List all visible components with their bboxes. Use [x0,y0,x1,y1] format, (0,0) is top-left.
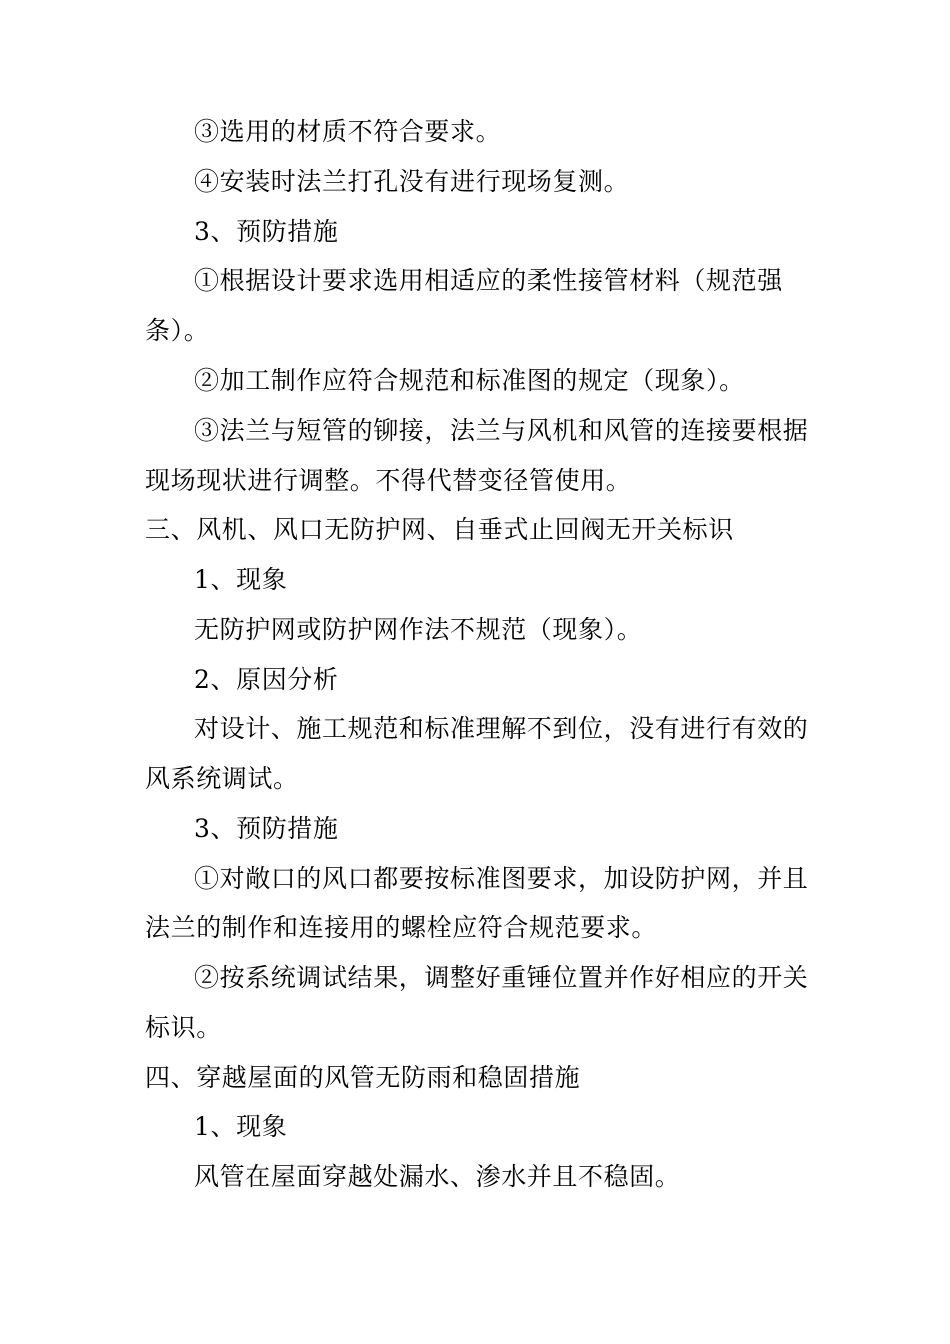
section-heading: 3、预防措施 [194,814,339,843]
text-line: 条）。 [145,316,210,345]
text-line: 法兰的制作和连接用的螺栓应符合规范要求。 [145,913,658,942]
text-line: 现场现状进行调整。不得代替变径管使用。 [145,466,632,495]
text-line: ③法兰与短管的铆接，法兰与风机和风管的连接要根据 [194,416,809,445]
text-line: 无防护网或防护网作法不规范（现象）。 [194,615,643,644]
section-heading: 2、原因分析 [194,665,339,694]
text-line: ③选用的材质不符合要求。 [194,117,502,146]
text-line: 标识。 [145,1013,222,1042]
chapter-heading: 三、风机、风口无防护网、自垂式止回阀无开关标识 [145,515,734,544]
section-heading: 1、现象 [194,565,288,594]
text-line: ①对敞口的风口都要按标准图要求，加设防护网，并且 [194,864,809,893]
section-heading: 3、预防措施 [194,217,339,246]
text-line: ①根据设计要求选用相适应的柔性接管材料（规范强 [194,266,783,295]
text-line: ②按系统调试结果，调整好重锤位置并作好相应的开关 [194,963,809,992]
chapter-heading: 四、穿越屋面的风管无防雨和稳固措施 [145,1063,581,1092]
text-line: 对设计、施工规范和标准理解不到位，没有进行有效的 [194,714,809,743]
section-heading: 1、现象 [194,1112,288,1141]
text-line: ④安装时法兰打孔没有进行现场复测。 [194,167,630,196]
text-line: ②加工制作应符合规范和标准图的规定（现象）。 [194,366,745,395]
text-line: 风系统调试。 [145,764,299,793]
text-line: 风管在屋面穿越处漏水、渗水并且不稳固。 [194,1162,681,1191]
